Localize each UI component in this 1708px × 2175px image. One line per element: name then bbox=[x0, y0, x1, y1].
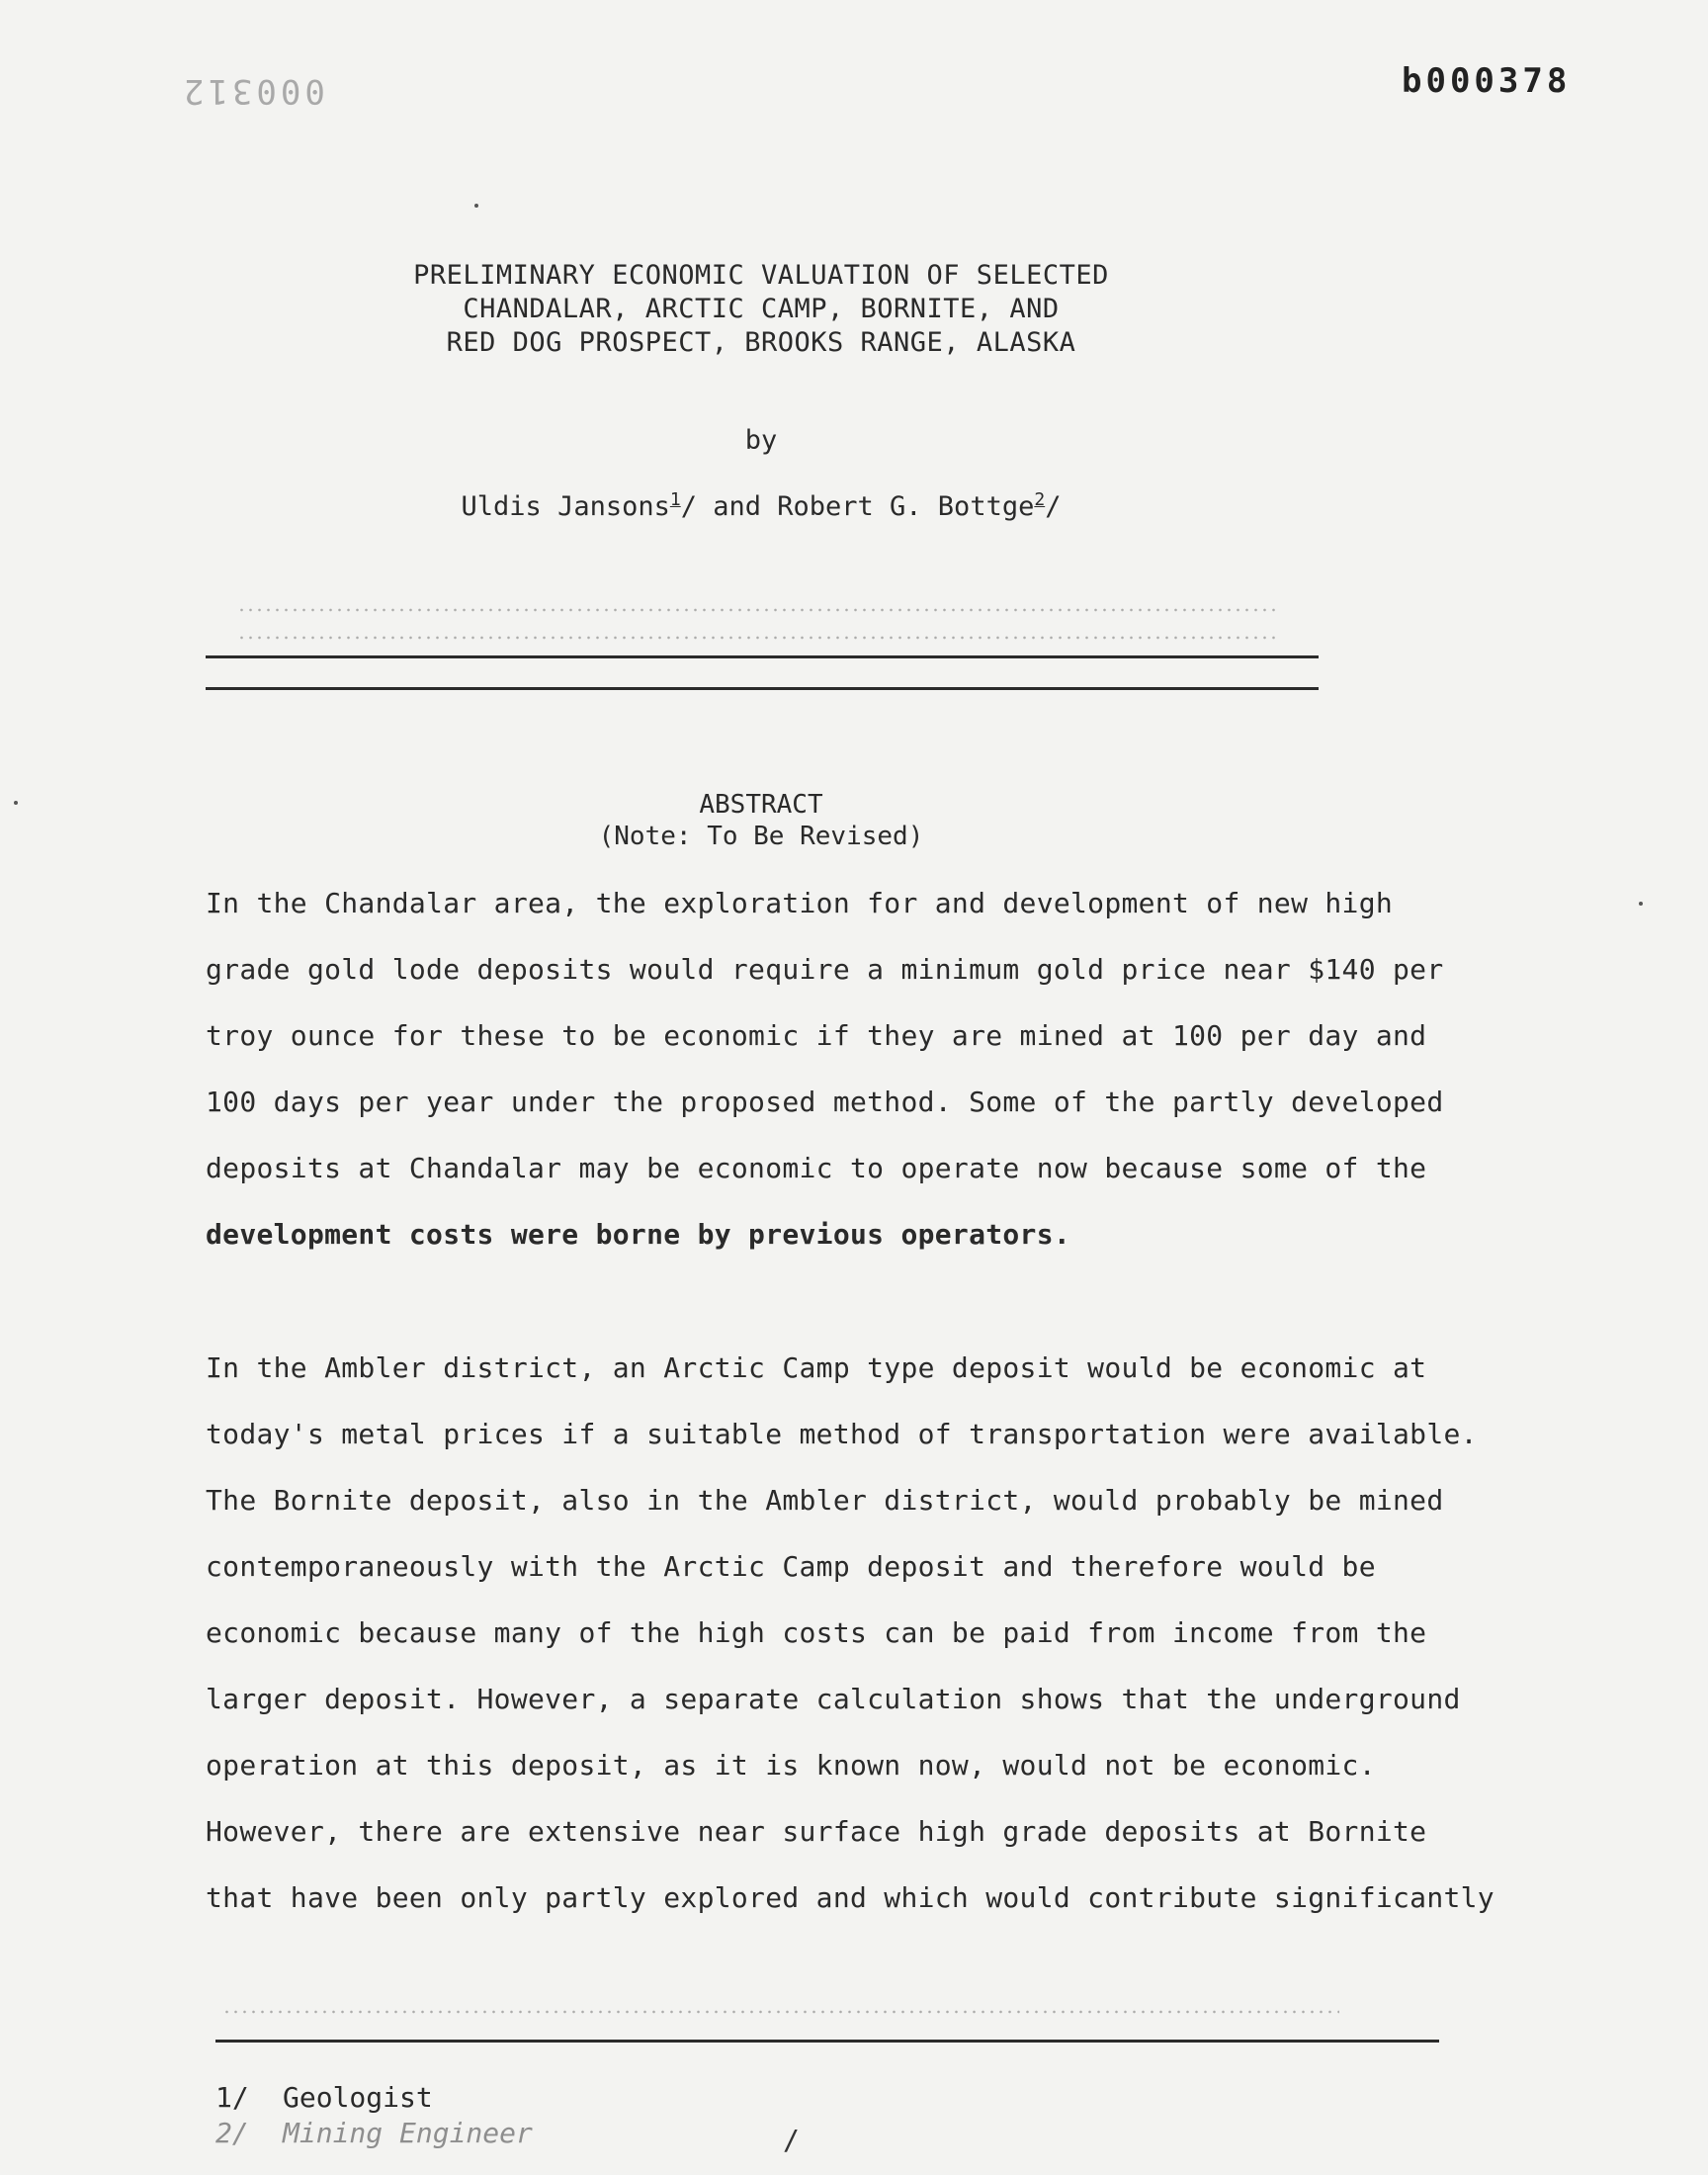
footnote-1-text: Geologist bbox=[283, 2081, 433, 2114]
paragraph-1-line-5: deposits at Chandalar may be economic to operate now because some of the bbox=[206, 1152, 1427, 1184]
paragraph-1-line-1: In the Chandalar area, the exploration for and development of new high bbox=[206, 887, 1394, 919]
paragraph-2-line-5: economic because many of the high costs can be paid from income from the bbox=[206, 1616, 1427, 1649]
author-line bbox=[297, 489, 1226, 522]
title-line-2: CHANDALAR, ARCTIC CAMP, BORNITE, AND bbox=[463, 294, 1060, 324]
author-1-name: Uldis Jansons bbox=[461, 491, 670, 522]
divider-rule-1 bbox=[206, 655, 1319, 658]
byline: by bbox=[744, 425, 778, 456]
footnote-2-text: Mining Engineer bbox=[283, 2117, 533, 2149]
paragraph-1-line-3: troy ounce for these to be economic if they are mined at 100 per day and bbox=[206, 1019, 1427, 1052]
divider-rule-2 bbox=[206, 687, 1319, 690]
footnote-1-mark: 1/ bbox=[215, 2081, 249, 2114]
document-title bbox=[297, 259, 1226, 360]
paragraph-2-line-6: larger deposit. However, a separate calculation shows that the underground bbox=[206, 1683, 1461, 1715]
paragraph-2-line-3: The Bornite deposit, also in the Ambler district, would probably be mined bbox=[206, 1484, 1444, 1517]
paragraph-2-line-8: However, there are extensive near surface high grade deposits at Bornite bbox=[206, 1815, 1427, 1848]
title-line-1: PRELIMINARY ECONOMIC VALUATION OF SELECTED bbox=[413, 260, 1109, 291]
paragraph-2-line-9: that have been only partly explored and which would contribute significantly bbox=[206, 1881, 1494, 1914]
footnote-2 bbox=[215, 2116, 533, 2151]
scan-speck bbox=[474, 204, 478, 208]
abstract-heading-block bbox=[297, 789, 1226, 852]
scan-speck bbox=[1639, 902, 1643, 906]
page-mark: / bbox=[783, 2124, 800, 2156]
author-connector: / and bbox=[680, 491, 778, 522]
archive-stamp-left: 000312 bbox=[180, 71, 325, 111]
abstract-note: (Note: To Be Revised) bbox=[598, 822, 924, 851]
paragraph-1-line-6: development costs were borne by previous operators. bbox=[206, 1218, 1071, 1251]
abstract-paragraph-2 bbox=[206, 1335, 1494, 1931]
dotted-guide-bottom bbox=[222, 2007, 1339, 2017]
author-1-footnote-mark: 1 bbox=[669, 489, 681, 510]
paragraph-2-line-4: contemporaneously with the Arctic Camp deposit and therefore would be bbox=[206, 1550, 1376, 1583]
scan-speck bbox=[14, 801, 18, 805]
author-line-tail: / bbox=[1045, 491, 1062, 522]
footnote-divider-rule bbox=[215, 2040, 1439, 2043]
abstract-paragraph-1 bbox=[206, 870, 1491, 1267]
paragraph-1-line-4: 100 days per year under the proposed method. Some of the partly developed bbox=[206, 1086, 1444, 1118]
archive-stamp-right: b000378 bbox=[1402, 61, 1572, 101]
footnote-1 bbox=[215, 2080, 533, 2116]
dotted-guide-top-1 bbox=[237, 605, 1275, 615]
title-line-3: RED DOG PROSPECT, BROOKS RANGE, ALASKA bbox=[446, 327, 1076, 358]
footnotes bbox=[215, 2080, 533, 2151]
dotted-guide-top-2 bbox=[237, 633, 1275, 643]
footnote-2-mark: 2/ bbox=[215, 2117, 249, 2149]
author-2-footnote-mark: 2 bbox=[1034, 489, 1046, 510]
abstract-heading: ABSTRACT bbox=[699, 790, 823, 820]
paragraph-2-line-7: operation at this deposit, as it is known now, would not be economic. bbox=[206, 1749, 1376, 1782]
paragraph-2-line-1: In the Ambler district, an Arctic Camp type deposit would be economic at bbox=[206, 1351, 1427, 1384]
paragraph-1-line-2: grade gold lode deposits would require a minimum gold price near $140 per bbox=[206, 953, 1444, 986]
paragraph-2-line-2: today's metal prices if a suitable method of transportation were available. bbox=[206, 1418, 1478, 1450]
author-2-name: Robert G. Bottge bbox=[777, 491, 1035, 522]
